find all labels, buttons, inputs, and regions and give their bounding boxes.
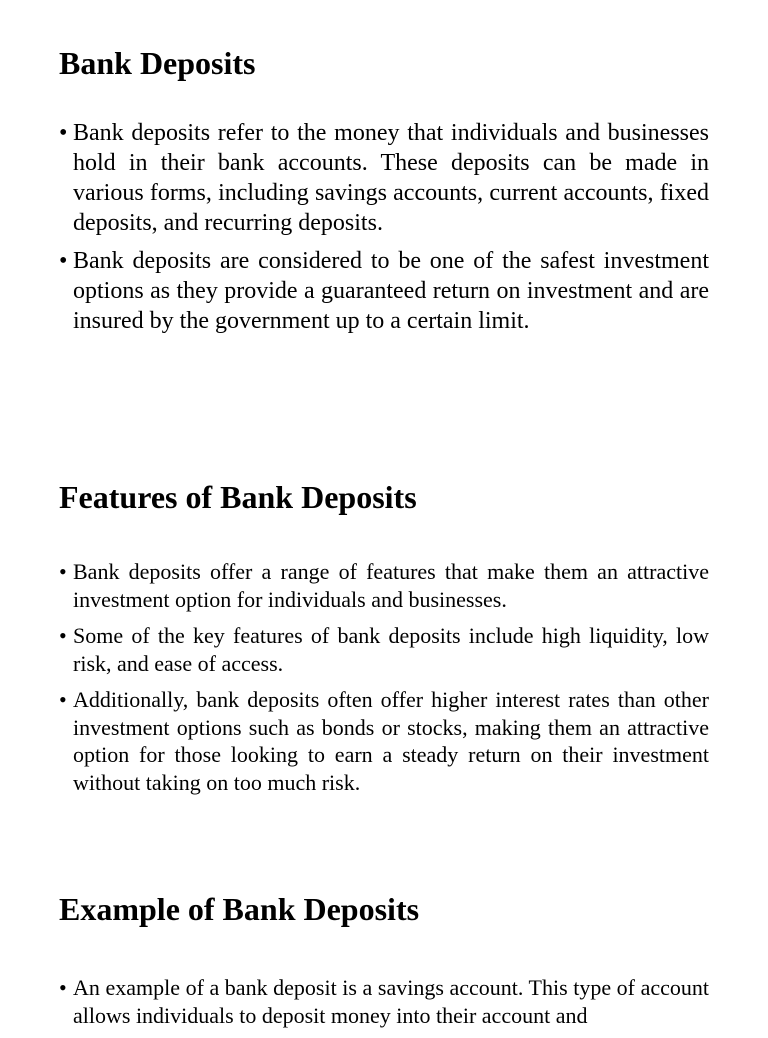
section-heading: Features of Bank Deposits	[59, 479, 417, 515]
bullet-icon: •	[59, 623, 67, 648]
bullet-icon: •	[59, 120, 68, 146]
bullet-list	[59, 118, 709, 336]
bullet-text: Additionally, bank deposits often offer higher interest rates than other investment options such as bonds or stocks, making them an attractive option for those looking to earn a steady return on their investment without taking on too much risk.	[73, 687, 709, 795]
bullet-icon: •	[59, 559, 67, 584]
bullet-item	[59, 686, 709, 796]
bullet-list	[59, 558, 709, 796]
bullet-text: Bank deposits refer to the money that individuals and businesses hold in their bank accounts. These deposits can be made in various forms, including savings accounts, current accounts, fixed deposits, and recurring deposits.	[73, 120, 709, 236]
bullet-text: Some of the key features of bank deposits include high liquidity, low risk, and ease of access.	[73, 623, 709, 676]
bullet-icon: •	[59, 975, 67, 1000]
bullet-item	[59, 974, 709, 1029]
bullet-list	[59, 974, 709, 1029]
section-features-of-bank-deposits	[59, 478, 709, 805]
section-heading: Example of Bank Deposits	[59, 891, 420, 927]
bullet-text: Bank deposits offer a range of features that make them an attractive investment option for individuals and businesses.	[73, 559, 709, 612]
section-bank-deposits	[59, 44, 709, 344]
bullet-text: Bank deposits are considered to be one of the safest investment options as they provide a guaranteed return on investment and are insured by the government up to a certain limit.	[73, 248, 709, 334]
section-example-of-bank-deposits	[59, 890, 709, 1038]
bullet-item	[59, 246, 709, 336]
bullet-item	[59, 558, 709, 613]
bullet-icon: •	[59, 248, 68, 274]
section-heading: Bank Deposits	[59, 45, 256, 81]
bullet-text: An example of a bank deposit is a savings account. This type of account allows individuals to deposit money into their account and	[73, 975, 709, 1028]
bullet-item	[59, 118, 709, 238]
bullet-item	[59, 622, 709, 677]
bullet-icon: •	[59, 687, 67, 712]
